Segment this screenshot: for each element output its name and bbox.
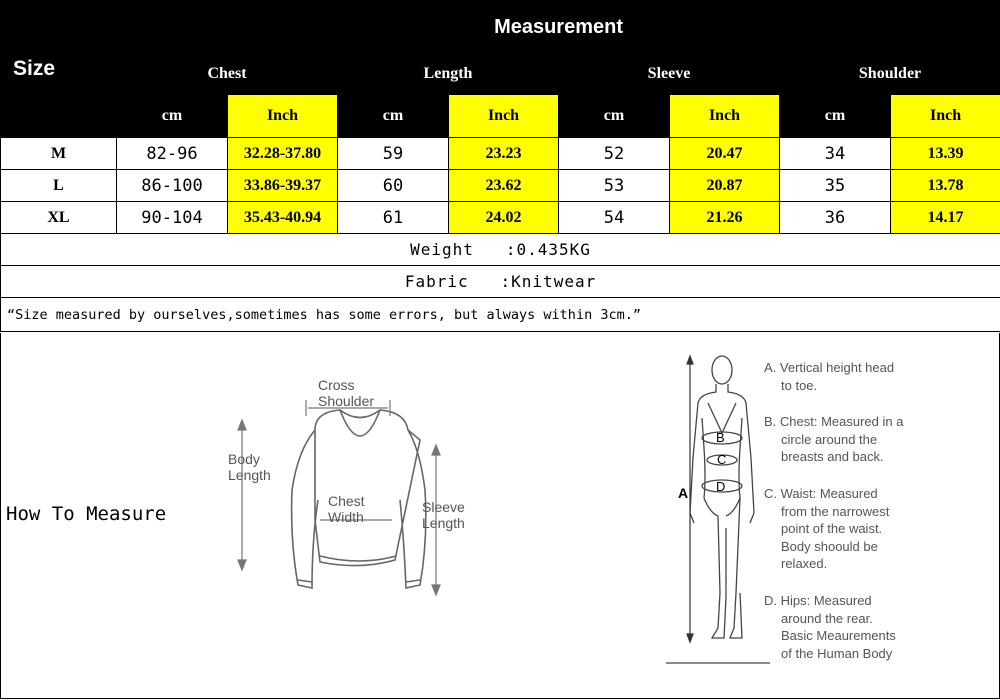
chest-inch-cell: 32.28-37.80: [228, 138, 338, 170]
desc-a: A. Vertical height head to toe.: [764, 360, 895, 393]
size-cell: L: [1, 170, 117, 202]
how-to-measure-label: How To Measure: [6, 503, 167, 525]
cross-shoulder-label: Shoulder: [318, 393, 375, 409]
table-row: [1, 138, 1000, 170]
label-d: D: [716, 479, 726, 494]
sleeve-inch-cell: 21.26: [670, 202, 780, 234]
chest-cm-cell: 86-100: [117, 170, 228, 202]
measurement-header: Measurement: [117, 1, 1000, 54]
chest-width-label: Chest: [328, 493, 365, 509]
label-c: C: [717, 452, 727, 467]
shoulder-header: Shoulder: [780, 54, 1000, 95]
size-cell: XL: [1, 202, 117, 234]
length-cm-cell: 61: [338, 202, 449, 234]
size-chart-table: [0, 0, 1000, 332]
shoulder-inch-cell: 13.39: [891, 138, 1000, 170]
unit-header: cm: [780, 95, 891, 138]
weight-row: Weight :0.435KG: [1, 234, 1000, 266]
sleeve-cm-cell: 54: [559, 202, 670, 234]
chest-inch-cell: 35.43-40.94: [228, 202, 338, 234]
table-row: [1, 202, 1000, 234]
unit-header: Inch: [670, 95, 780, 138]
unit-header: Inch: [891, 95, 1000, 138]
length-header: Length: [338, 54, 559, 95]
cross-shoulder-label: Cross: [318, 377, 355, 393]
length-cm-cell: 59: [338, 138, 449, 170]
unit-header: cm: [559, 95, 670, 138]
size-cell: M: [1, 138, 117, 170]
length-inch-cell: 23.62: [449, 170, 559, 202]
length-cm-cell: 60: [338, 170, 449, 202]
sleeve-header: Sleeve: [559, 54, 780, 95]
shoulder-inch-cell: 13.78: [891, 170, 1000, 202]
sweater-left-sleeve: [292, 430, 318, 588]
length-inch-cell: 23.23: [449, 138, 559, 170]
desc-b: B. Chest: Measured in a circle around the breasts and back.: [764, 414, 904, 464]
sleeve-inch-cell: 20.47: [670, 138, 780, 170]
label-a: A: [678, 485, 689, 501]
desc-d: D. Hips: Measured around the rear. Basic Meaurements of the Human Body: [764, 593, 896, 661]
unit-header: cm: [338, 95, 449, 138]
figure-head: [712, 356, 732, 384]
body-measure-diagram: [660, 348, 770, 668]
chest-cm-cell: 82-96: [117, 138, 228, 170]
sleeve-length-label: Length: [422, 515, 465, 531]
unit-header: Inch: [449, 95, 559, 138]
desc-c: C. Waist: Measured from the narrowest point of the waist. Body shoould be relaxed.: [764, 486, 890, 571]
shoulder-cm-cell: 34: [780, 138, 891, 170]
sleeve-inch-cell: 20.87: [670, 170, 780, 202]
body-length-label: Length: [228, 467, 271, 483]
label-b: B: [716, 430, 725, 445]
sleeve-cm-cell: 53: [559, 170, 670, 202]
unit-header: cm: [117, 95, 228, 138]
size-note: “Size measured by ourselves,sometimes has some errors, but always within 3cm.”: [1, 298, 1000, 332]
chest-width-label: Width: [328, 509, 364, 525]
fabric-row: Fabric :Knitwear: [1, 266, 1000, 298]
size-header: Size: [1, 1, 117, 138]
sleeve-cm-cell: 52: [559, 138, 670, 170]
shoulder-cm-cell: 36: [780, 202, 891, 234]
sweater-measure-diagram: [220, 370, 480, 610]
chest-header: Chest: [117, 54, 338, 95]
chest-cm-cell: 90-104: [117, 202, 228, 234]
chest-inch-cell: 33.86-39.37: [228, 170, 338, 202]
body-length-label: Body: [228, 451, 260, 467]
length-inch-cell: 24.02: [449, 202, 559, 234]
sleeve-length-label: Sleeve: [422, 499, 465, 515]
unit-header: Inch: [228, 95, 338, 138]
table-row: [1, 170, 1000, 202]
shoulder-inch-cell: 14.17: [891, 202, 1000, 234]
shoulder-cm-cell: 35: [780, 170, 891, 202]
